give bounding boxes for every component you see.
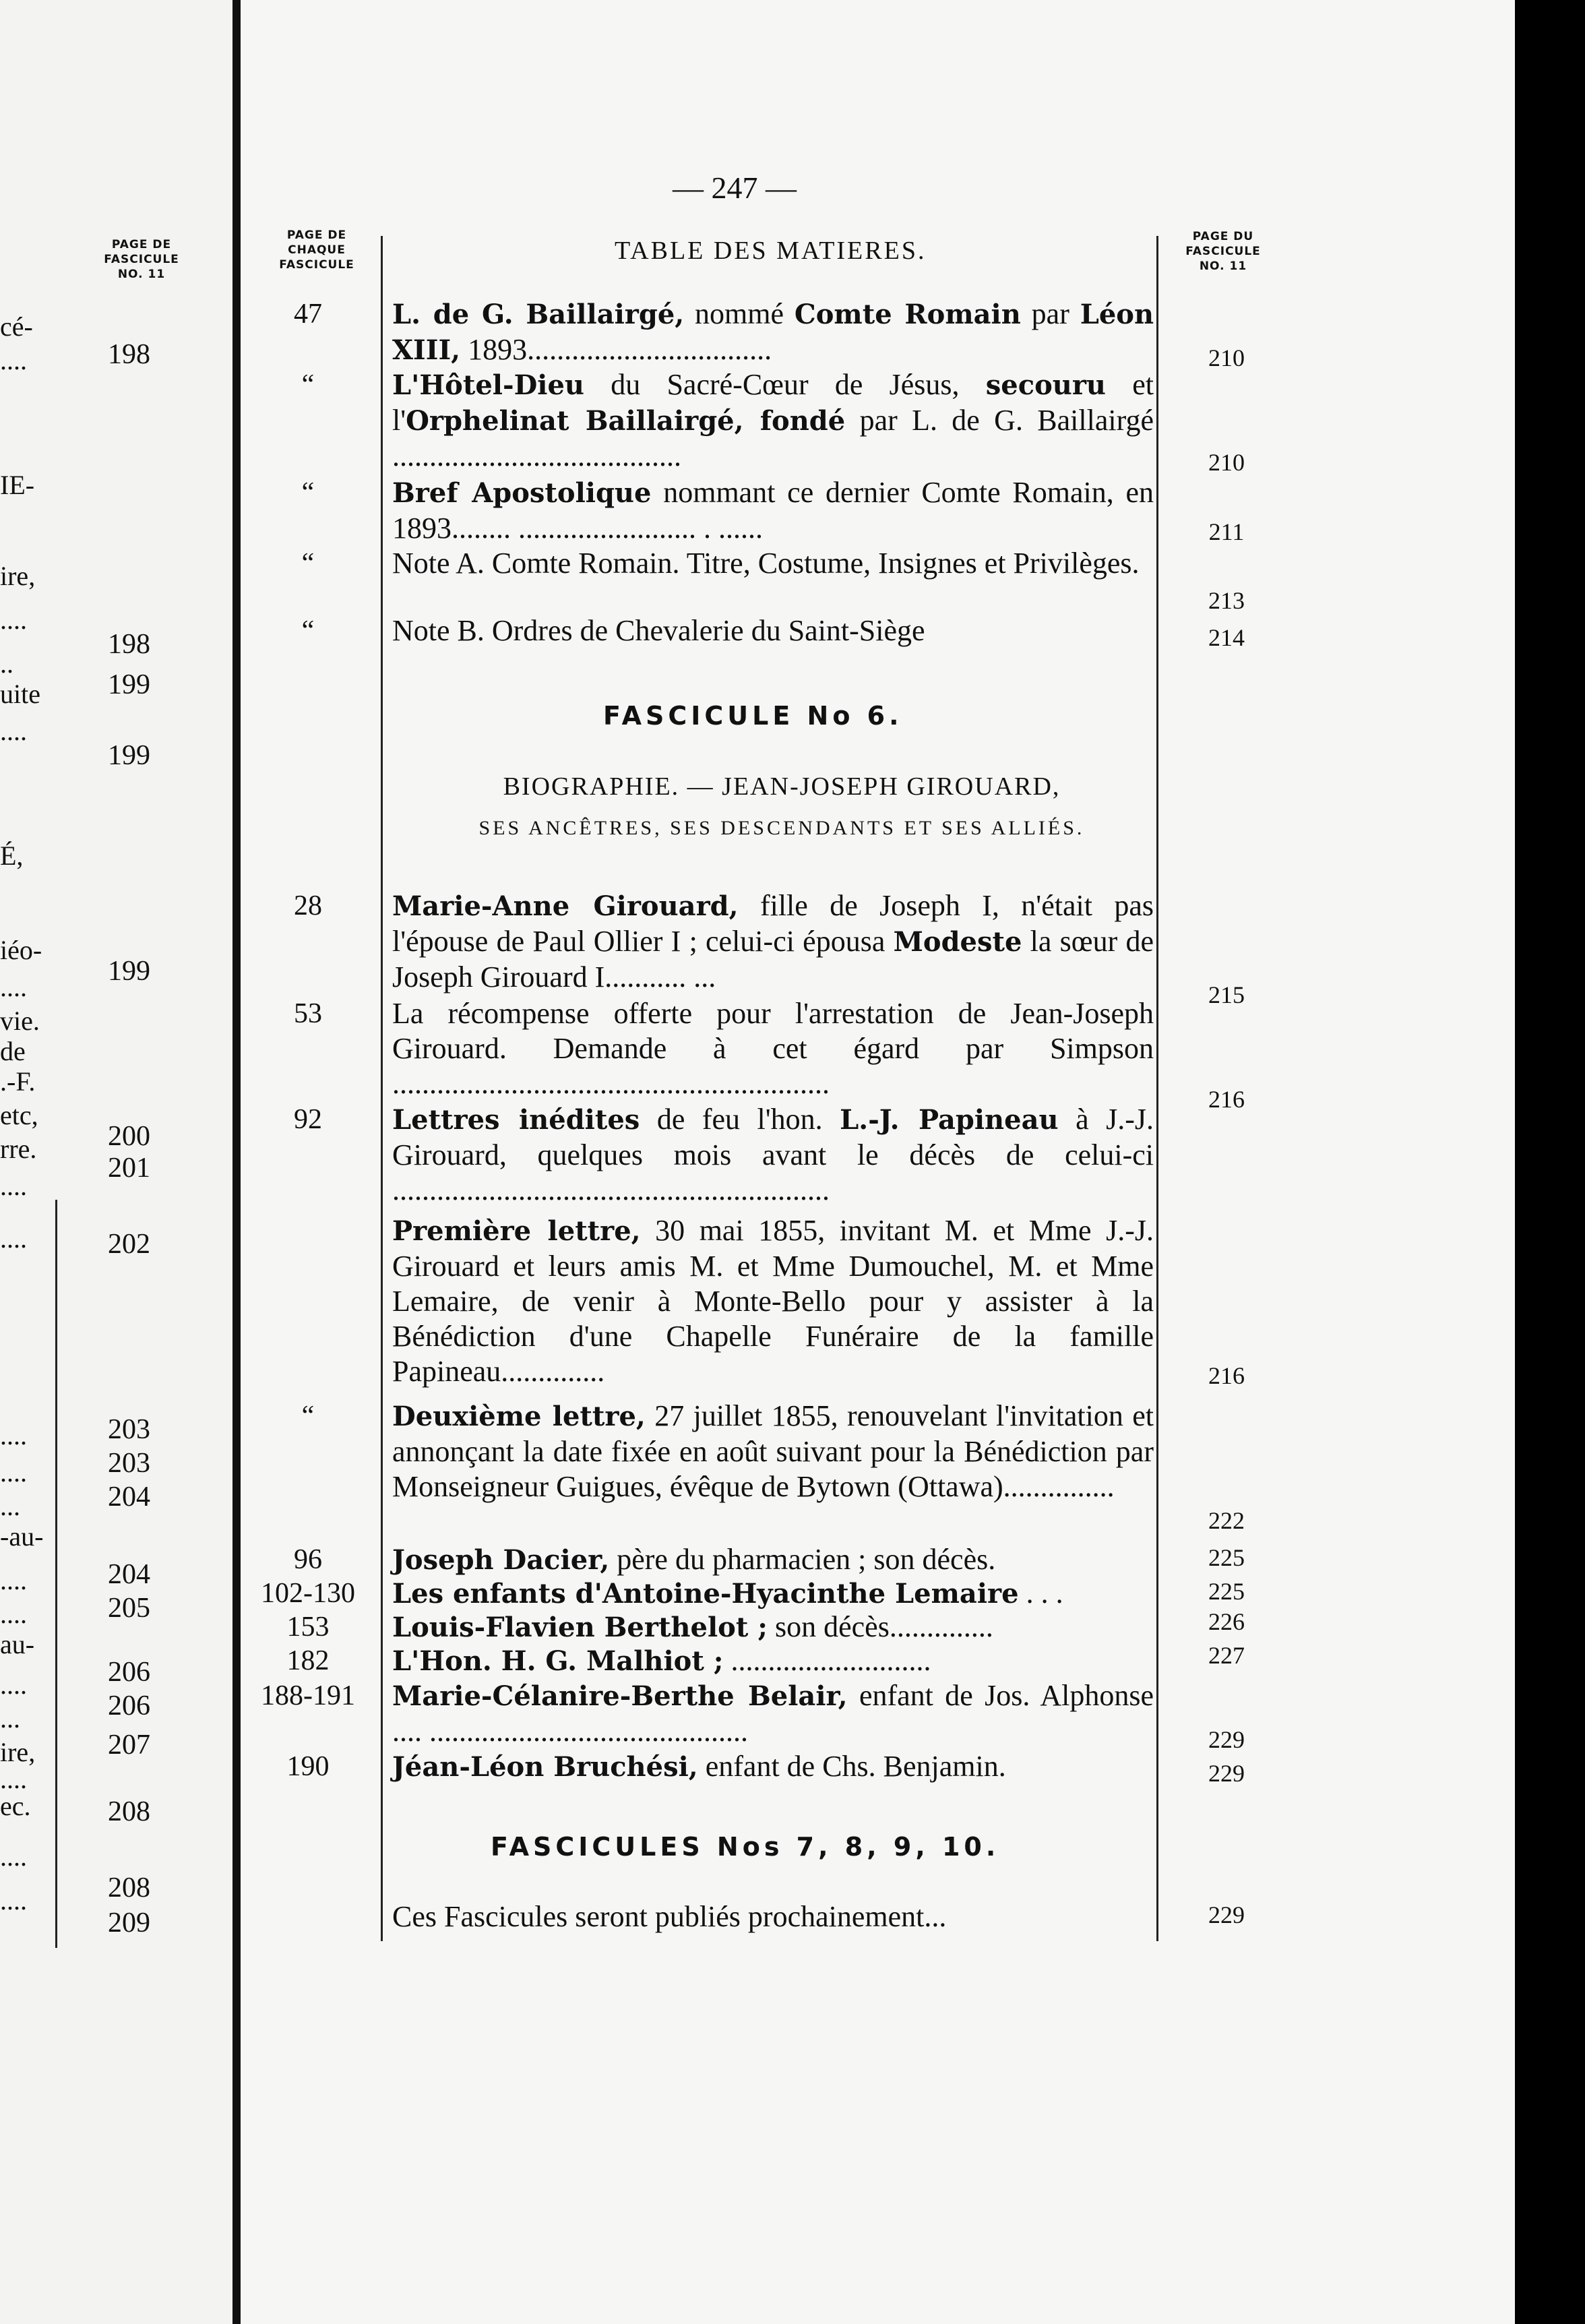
lp-fragment: .... [0, 1841, 27, 1872]
entry-fascicle-page: 53 [294, 998, 322, 1029]
lp-page-number: 207 [108, 1730, 150, 1761]
final-entry-page: 229 [1208, 1901, 1245, 1928]
col-header-line: NO. 11 [1199, 259, 1247, 273]
entry-page-no11: 225 [1208, 1544, 1245, 1571]
lp-fragment: .... [0, 1223, 27, 1254]
lp-page-number: 199 [108, 740, 150, 771]
entry-fascicle-page: “ [301, 548, 315, 579]
entry-text: Marie-Anne Girouard, fille de Joseph I, n'était pas l'épouse de Paul Ollier I ; celui-ci épousa Modeste la sœur de Joseph Girouard I........... ... [392, 889, 1154, 993]
entry-page-no11: 216 [1208, 1362, 1245, 1389]
entry-text: Lettres inédites de feu l'hon. L.-J. Papineau à J.-J. Girouard, quelques mois avant le décès de celui-ci ........................................................... [392, 1103, 1154, 1206]
entry-fascicle-page: “ [301, 615, 315, 646]
entry-fascicle-page: 102-130 [261, 1578, 355, 1609]
lp-fragment: IE- [0, 470, 35, 500]
entry-page-no11: 222 [1208, 1507, 1245, 1534]
left-page [0, 0, 232, 2324]
lp-fragment: .... [0, 1565, 27, 1595]
gutter [232, 0, 241, 2324]
lp-page-number: 200 [108, 1121, 150, 1152]
entry-text: La récompense offerte pour l'arrestation de Jean-Joseph Girouard. Demande à cet égard par Simpson ........................................................... [392, 997, 1154, 1100]
col-header-right [1162, 229, 1284, 274]
lp-fragment: .... [0, 345, 27, 375]
entry-text: Note B. Ordres de Chevalerie du Saint-Siège [392, 614, 925, 647]
entry-text: Les enfants d'Antoine-Hyacinthe Lemaire . . . [392, 1577, 1063, 1610]
lp-fragment: .... [0, 1457, 27, 1488]
lp-header-line: NO. 11 [117, 268, 166, 281]
entry-text: Louis-Flavien Berthelot ; son décès.............. [392, 1610, 993, 1643]
lp-page-number: 208 [108, 1796, 150, 1827]
lp-fragment: etc, [0, 1100, 38, 1130]
entry-text: Marie-Célanire-Berthe Belair, enfant de Jos. Alphonse .... ........................................... [392, 1679, 1154, 1748]
entry-text: Joseph Dacier, père du pharmacien ; son décès. [392, 1543, 996, 1576]
left-page-header [81, 237, 202, 282]
entry-fascicle-page: 47 [294, 299, 322, 330]
entry-text: Bref Apostolique nommant ce dernier Comte Romain, en 1893........ ........................ . ...... [392, 476, 1154, 545]
lp-fragment: iéo- [0, 935, 42, 965]
entry-page-no11: 216 [1208, 1086, 1245, 1113]
lp-fragment: .... [0, 1599, 27, 1629]
col-header-line: PAGE DE [286, 228, 347, 242]
entry-page-no11: 211 [1208, 518, 1245, 545]
lp-page-number: 208 [108, 1872, 150, 1903]
lp-fragment: .... [0, 1764, 27, 1794]
entry-page-no11: 210 [1208, 449, 1245, 476]
lp-fragment: .... [0, 716, 27, 746]
entry-page-no11: 229 [1208, 1726, 1245, 1753]
left-page-rule [55, 1200, 57, 1948]
lp-page-number: 199 [108, 956, 150, 987]
fascicule-6-heading: FASCICULE No 6. [603, 701, 903, 731]
entry-text: Jéan-Léon Bruchési, enfant de Chs. Benjamin. [392, 1750, 1006, 1783]
entry-fascicle-page: 190 [286, 1751, 330, 1782]
entry-page-no11: 210 [1208, 344, 1245, 371]
lp-fragment: .... [0, 1420, 27, 1450]
biography-subtitle: SES ANCÊTRES, SES DESCENDANTS ET SES ALLIÉS. [478, 817, 1085, 839]
entry-page-no11: 213 [1208, 587, 1245, 614]
lp-page-number: 204 [108, 1559, 150, 1590]
entry-fascicle-page: 28 [294, 890, 322, 921]
lp-fragment: ... [0, 1703, 20, 1734]
lp-fragment: .... [0, 1171, 27, 1201]
lp-page-number: 198 [108, 339, 150, 370]
lp-page-number: 209 [108, 1907, 150, 1938]
col-header-line: FASCICULE [279, 258, 354, 272]
page-number: — 247 — [673, 171, 797, 205]
lp-fragment: rre. [0, 1134, 37, 1164]
lp-fragment: .-F. [0, 1066, 36, 1097]
entry-text: L. de G. Baillairgé, nommé Comte Romain par Léon XIII, 1893................................. [392, 297, 1154, 366]
entry-fascicle-page: 188-191 [261, 1680, 355, 1711]
entry-fascicle-page: “ [301, 477, 315, 508]
lp-fragment: .... [0, 605, 27, 635]
entry-text: Première lettre, 30 mai 1855, invitant M. et Mme J.-J. Girouard et leurs amis M. et Mme Dumouchel, M. et Mme Lemaire, de venir à Monte-Bello pour y assister à la Bénédiction d'une Chapelle Funéraire de la famille Papineau.............. [392, 1214, 1154, 1388]
entry-text: Note A. Comte Romain. Titre, Costume, Insignes et Privilèges. [392, 547, 1140, 580]
entry-text: L'Hon. H. G. Malhiot ; ........................... [392, 1644, 931, 1677]
lp-fragment: vie. [0, 1006, 40, 1036]
left-column-rule [381, 236, 383, 1941]
lp-page-number: 202 [108, 1229, 150, 1260]
entry-fascicle-page: “ [301, 1401, 315, 1432]
right-column-rule [1156, 236, 1158, 1941]
lp-fragment: -au- [0, 1521, 44, 1552]
lp-fragment: .... [0, 1670, 27, 1700]
lp-fragment: ire, [0, 1737, 36, 1767]
lp-page-number: 198 [108, 629, 150, 660]
lp-fragment: .... [0, 972, 27, 1002]
col-header-line: CHAQUE [288, 243, 346, 257]
lp-fragment: ... [0, 1491, 20, 1521]
lp-fragment: uite [0, 679, 40, 709]
page-edge [1515, 0, 1585, 2324]
entry-page-no11: 225 [1208, 1578, 1245, 1605]
entry-text: Deuxième lettre, 27 juillet 1855, renouvelant l'invitation et annonçant la date fixée en août suivant pour la Bénédiction par Monseigneur Guigues, évêque de Bytown (Ottawa)............... [392, 1399, 1154, 1503]
entry-page-no11: 229 [1208, 1760, 1245, 1787]
fascicules-7-10-heading: FASCICULES Nos 7, 8, 9, 10. [491, 1832, 1000, 1862]
lp-fragment: au- [0, 1629, 35, 1659]
col-header-line: PAGE DU [1192, 230, 1254, 243]
entry-fascicle-page: 96 [294, 1544, 322, 1575]
final-entry-text: Ces Fascicules seront publiés prochainement... [392, 1900, 947, 1933]
entry-fascicle-page: 92 [294, 1104, 322, 1135]
lp-fragment: de [0, 1036, 26, 1066]
lp-page-number: 203 [108, 1414, 150, 1445]
lp-page-number: 204 [108, 1481, 150, 1512]
lp-fragment: É, [0, 840, 24, 871]
table-title: TABLE DES MATIERES. [615, 237, 927, 265]
entry-fascicle-page: “ [301, 369, 315, 400]
lp-page-number: 206 [108, 1657, 150, 1688]
lp-fragment: .. [0, 648, 13, 679]
lp-page-number: 205 [108, 1593, 150, 1624]
entry-fascicle-page: 182 [286, 1645, 330, 1676]
lp-header-line: FASCICULE [104, 253, 179, 266]
lp-page-number: 203 [108, 1448, 150, 1479]
lp-fragment: .... [0, 1885, 27, 1916]
lp-fragment: ire, [0, 561, 36, 591]
entry-page-no11: 227 [1208, 1642, 1245, 1669]
entry-page-no11: 226 [1208, 1608, 1245, 1635]
lp-fragment: ec. [0, 1791, 31, 1821]
col-header-left [256, 228, 377, 272]
entry-page-no11: 214 [1208, 624, 1245, 651]
lp-fragment: cé- [0, 311, 33, 342]
col-header-line: FASCICULE [1185, 245, 1261, 258]
lp-page-number: 199 [108, 669, 150, 700]
entry-page-no11: 215 [1208, 981, 1245, 1008]
lp-page-number: 201 [108, 1153, 150, 1184]
entry-text: L'Hôtel-Dieu du Sacré-Cœur de Jésus, secouru et l'Orphelinat Baillairgé, fondé par L. de G. Baillairgé ....................................... [392, 368, 1154, 472]
lp-page-number: 206 [108, 1690, 150, 1721]
entry-fascicle-page: 153 [286, 1612, 330, 1643]
lp-header-line: PAGE DE [111, 238, 172, 251]
biography-title: BIOGRAPHIE. — JEAN-JOSEPH GIROUARD, [503, 772, 1061, 801]
